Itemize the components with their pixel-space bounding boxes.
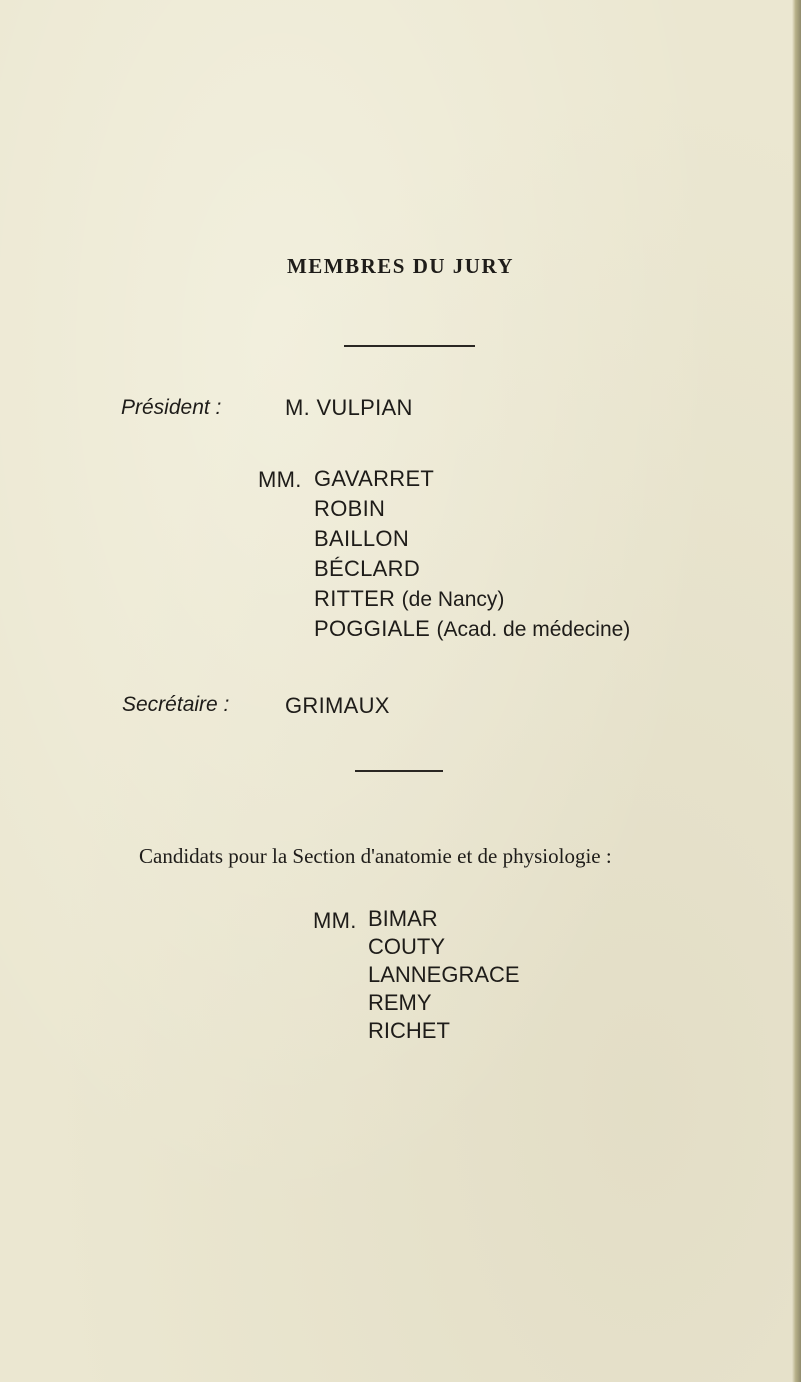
jury-member-name: BÉCLARD bbox=[314, 556, 421, 581]
title-divider bbox=[344, 345, 475, 347]
jury-member-list bbox=[314, 467, 630, 647]
secretary-name: GRIMAUX bbox=[285, 693, 390, 718]
page-edge-shadow bbox=[792, 0, 801, 1382]
candidates-prefix: MM. bbox=[313, 908, 357, 933]
jury-member-name: POGGIALE bbox=[314, 616, 431, 641]
candidates-heading: Candidats pour la Section d'anatomie et de physiologie : bbox=[139, 844, 612, 868]
jury-member bbox=[314, 611, 630, 647]
candidate-list bbox=[368, 908, 520, 1048]
section-divider bbox=[355, 770, 443, 772]
page-title: MEMBRES DU JURY bbox=[286, 254, 515, 278]
candidate-name: REMY bbox=[368, 990, 432, 1015]
president-name: M. VULPIAN bbox=[285, 395, 413, 420]
secretary-role-label: Secrétaire : bbox=[122, 693, 230, 716]
jury-member-note: (Acad. de médecine) bbox=[436, 618, 631, 641]
jury-member-name: GAVARRET bbox=[314, 466, 435, 491]
jury-member-name: ROBIN bbox=[314, 496, 386, 521]
candidate-name: COUTY bbox=[368, 934, 445, 959]
candidate-name: BIMAR bbox=[368, 906, 438, 931]
jury-member-note: (de Nancy) bbox=[401, 588, 505, 611]
candidate-name: LANNEGRACE bbox=[368, 962, 520, 987]
jury-member-name: BAILLON bbox=[314, 526, 410, 551]
president-role-label: Président : bbox=[121, 396, 222, 419]
jury-member-name: RITTER bbox=[314, 586, 396, 611]
candidate-name: RICHET bbox=[368, 1018, 450, 1043]
jury-prefix: MM. bbox=[258, 467, 302, 492]
